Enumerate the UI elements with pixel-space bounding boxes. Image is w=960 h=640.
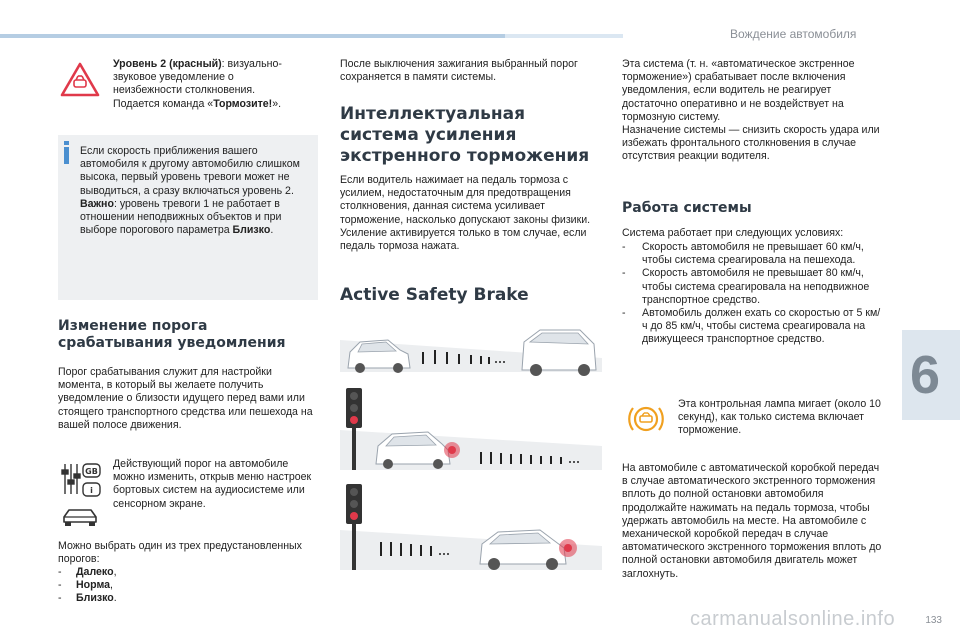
info-text-block — [80, 145, 308, 237]
ebs-text — [340, 174, 602, 253]
car-icon — [60, 506, 100, 528]
conditions-list — [622, 241, 884, 347]
info-icon-label: i — [90, 486, 93, 495]
choice-list — [58, 566, 320, 606]
choice-item-close: - Близко. — [58, 592, 117, 605]
brake-warning-lamp-icon — [627, 402, 665, 436]
header-stripe — [0, 34, 505, 38]
choice-text: Можно выбрать один из трех предустановленных порогов: — [58, 540, 302, 566]
choice-label: Норма — [76, 579, 111, 592]
level2-end: ». — [272, 97, 282, 110]
level2-label: Уровень 2 (красный) — [113, 58, 222, 70]
condition-item: - Автомобиль должен ехать со скоростью от 5 км/ч до 85 км/ч, чтобы система среагировала на движущееся транспортное средство. — [622, 307, 881, 346]
ebs-text1: Если водитель нажимает на педаль тормоза с усилием, недостаточным для предотвращения столкновения, данная система усиливает торможение, насколько допускают законы физики. — [340, 174, 591, 226]
info-text: Если скорость приближения вашего автомобиля к другому автомобилю слишком высока, первый уровень тревоги может не выводиться, а сразу включаться уровень 2. — [80, 145, 300, 197]
info-icon-dot — [64, 141, 69, 145]
condition-item: - Скорость автомобиля не превышает 60 км/ч, чтобы система среагировала на пешехода. — [622, 241, 864, 267]
operation-intro: Система работает при следующих условиях: — [622, 227, 844, 239]
page-header — [0, 0, 960, 42]
info-important — [80, 198, 308, 238]
memory-text: После выключения зажигания выбранный порог сохраняется в памяти системы. — [340, 58, 578, 84]
important-param: Близко — [232, 224, 271, 237]
section-title: Вождение автомобиля — [730, 27, 857, 41]
illustration-braking — [340, 480, 602, 575]
collision-warning-icon — [60, 62, 100, 98]
gb-icon-label: GB — [85, 467, 98, 476]
ebs-heading: Интеллектуальная система усиления экстренного торможения — [340, 104, 590, 166]
choice-item-far: - Далеко, — [58, 566, 117, 578]
watermark: carmanualsonline.info — [690, 608, 896, 630]
threshold-text: Порог срабатывания служит для настройки момента, в который вы желаете получить уведомление о близости идущего перед вами или стоящего транспортного средства или пешехода на вашей полосе движения. — [58, 366, 313, 431]
header-stripe-light — [505, 34, 623, 38]
choice-label: Далеко — [76, 566, 114, 578]
ebs-text2: Усиление активируется только в том случае, если педаль тормоза нажата. — [340, 226, 587, 253]
illustration-car-approaching — [340, 322, 602, 380]
gearbox-text: На автомобиле с автоматической коробкой передач в случае автоматического экстренного торможения вплоть до полной остановки автомобиля продолжайте нажимать на педаль тормоза, чтобы удержать автомобиль на месте. На автомобиле с механической коробкой передач в случае автоматического экстренного торможения вплоть до полной остановки автомобиля двигатель может заглохнуть. — [622, 462, 882, 580]
choice-item-normal: - Норма, — [58, 579, 113, 592]
choice-label: Близко — [76, 592, 114, 605]
current-threshold-text: Действующий порог на автомобиле можно изменить, открыв меню настроек бортовых систем на аудиосистеме или сенсорном экране. — [113, 458, 312, 510]
info-icon — [64, 147, 69, 164]
operation-heading: Работа системы — [622, 200, 752, 216]
page-number: 133 — [925, 615, 942, 626]
level2-text: : визуально-звуковое уведомление о неизбежности столкновения. Подается команда « — [113, 58, 282, 110]
important-label: Важно — [80, 197, 114, 210]
level2-paragraph — [113, 58, 303, 111]
level2-command: Тормозите! — [213, 97, 273, 110]
asb-heading: Active Safety Brake — [340, 285, 529, 305]
asb-intro — [622, 58, 884, 164]
condition-item: - Скорость автомобиля не превышает 80 км/ч, чтобы система среагировала на неподвижное транспортное средство. — [622, 267, 870, 306]
chapter-number: 6 — [909, 345, 941, 405]
important-text: : уровень тревоги 1 не работает в отношении неподвижных объектов и при выборе порогового параметра — [80, 197, 282, 237]
illustration-stationary-vehicle — [340, 384, 602, 476]
threshold-heading: Изменение порога срабатывания уведомления — [58, 318, 286, 351]
settings-sliders-icon — [60, 460, 102, 500]
important-end: . — [270, 224, 274, 237]
asb-purpose-text: Назначение системы — снизить скорость удара или избежать фронтального столкновения в случае отсутствия реакции водителя. — [622, 124, 880, 163]
lamp-text: Эта контрольная лампа мигает (около 10 секунд), как только система включает торможение. — [678, 398, 881, 437]
asb-intro-text: Эта система (т. н. «автоматическое экстренное торможение») срабатывает после включения уведомления, если водитель не реагирует достаточно оперативно и не воздействует на тормозную систему. — [622, 58, 855, 123]
